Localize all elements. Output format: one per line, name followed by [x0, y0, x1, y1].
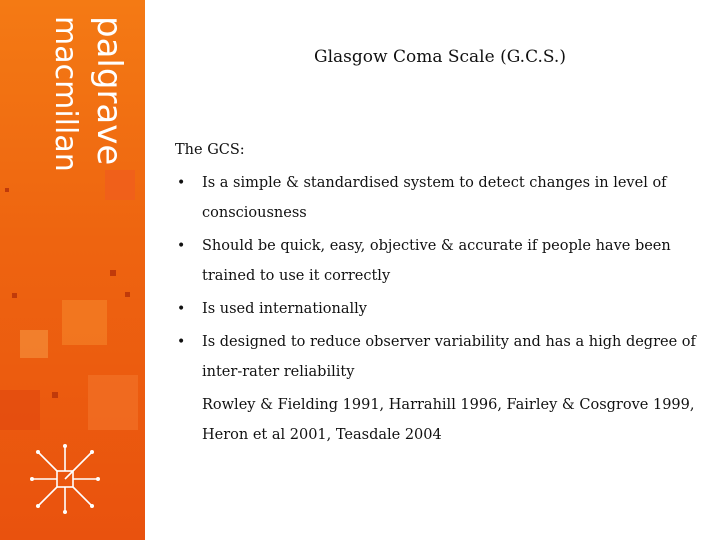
star-emblem-icon: [30, 444, 100, 514]
list-item: • Is designed to reduce observer variability and has a high degree of inter-rater reliability: [175, 327, 700, 387]
bullet-icon: •: [177, 238, 186, 254]
svg-text:palgrave: palgrave: [89, 16, 129, 166]
intro-text: The GCS:: [175, 142, 245, 158]
slide-body: [175, 135, 700, 450]
decorative-square: [20, 330, 48, 358]
decorative-square: [110, 270, 116, 276]
list-item: • Is used internationally: [175, 294, 700, 324]
decorative-square: [12, 293, 17, 298]
list-item: • Is a simple & standardised system to detect changes in level of consciousness: [175, 168, 700, 228]
decorative-square: [125, 292, 130, 297]
bullet-icon: •: [177, 175, 186, 191]
decorative-square: [5, 188, 9, 192]
bullet-list: [175, 168, 700, 387]
decorative-square: [52, 392, 58, 398]
brand-sidebar: [0, 0, 145, 540]
palgrave-macmillan-logo: [18, 12, 129, 197]
list-item: • Should be quick, easy, objective & accurate if people have been trained to use it correctly: [175, 231, 700, 291]
reference-citation: Rowley & Fielding 1991, Harrahill 1996, Fairley & Cosgrove 1999, Heron et al 2001, Teasdale 2004: [202, 397, 695, 443]
decorative-square: [62, 300, 107, 345]
bullet-icon: •: [177, 334, 186, 350]
slide-title: Glasgow Coma Scale (G.C.S.): [314, 47, 566, 67]
bullet-icon: •: [177, 301, 186, 317]
svg-text:macmillan: macmillan: [48, 16, 83, 172]
decorative-square: [88, 375, 138, 430]
decorative-square: [105, 170, 135, 200]
decorative-square: [0, 390, 40, 430]
